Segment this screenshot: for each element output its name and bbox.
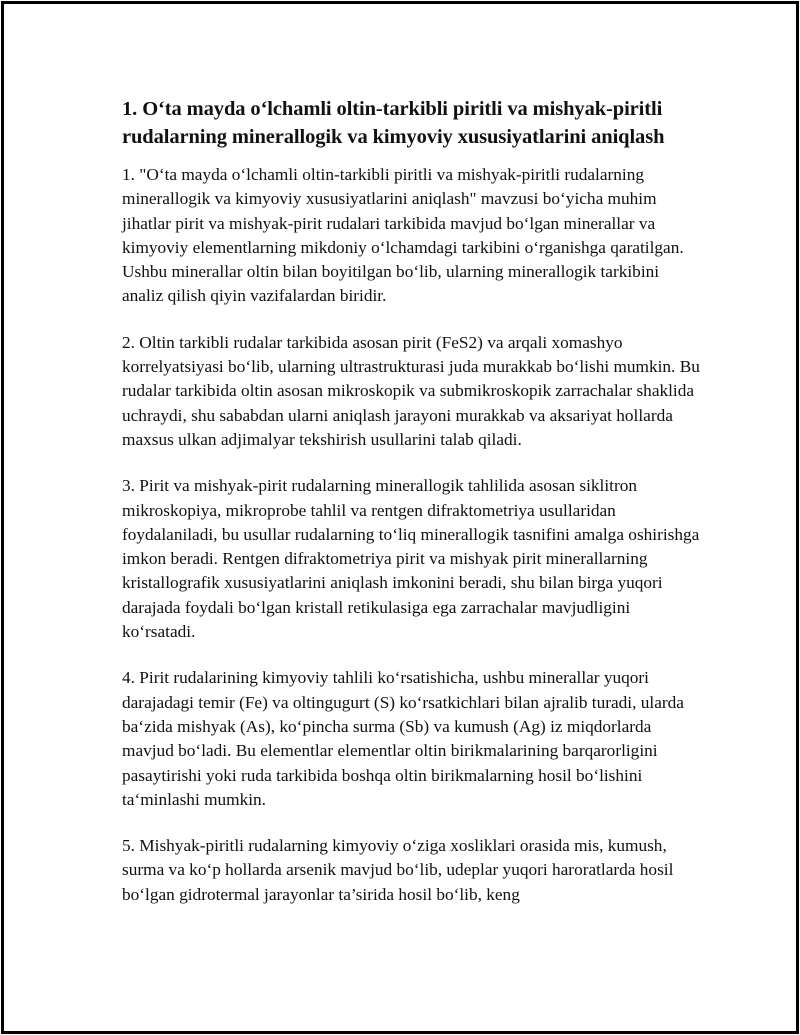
paragraph-2: 2. Oltin tarkibli rudalar tarkibida asosan pirit (FeS2) va arqali xomashyo korrelyatsiyasi bo‘lib, ularning ultrastrukturasi juda murakkab bo‘lishi mumkin. Bu rudalar tarkibida oltin asosan mikroskopik va submikroskopik zarrachalar shaklida uchraydi, shu sababdan ularni aniqlash jarayoni murakkab va aksariyat hollarda maxsus ulkan adjimalyar tekshirish usullarini talab qiladi. bbox=[122, 332, 700, 449]
paragraph-4: 4. Pirit rudalarining kimyoviy tahlili ko‘rsatishicha, ushbu minerallar yuqori darajadagi temir (Fe) va oltingugurt (S) ko‘rsatkichlari bilan ajralib turadi, ularda ba‘zida mishyak (As), ko‘pincha surma (Sb) va kumush (Ag) iz miqdorlarda mavjud bo‘ladi. Bu elementlar elementlar oltin birikmalarining barqarorligini pasaytirishi yoki ruda tarkibida boshqa oltin birikmalarning hosil bo‘lishini ta‘minlashi mumkin. bbox=[122, 668, 684, 809]
document-title: 1. O‘ta mayda o‘lchamli oltin-tarkibli piritli va mishyak-piritli rudalarning minerallogik va kimyoviy xususiyatlarini aniqlash bbox=[122, 98, 665, 148]
document-page bbox=[122, 95, 702, 907]
paragraph-5: 5. Mishyak-piritli rudalarning kimyoviy o‘ziga xosliklari orasida mis, kumush, surma va ko‘p hollarda arsenik mavjud bo‘lib, udeplar yuqori haroratlarda hosil bo‘lgan gidrotermal jarayonlar ta’sirida hosil bo‘lib, keng bbox=[122, 836, 674, 904]
page-border bbox=[1, 1, 799, 1034]
paragraph-3: 3. Pirit va mishyak-pirit rudalarning minerallogik tahlilida asosan siklitron mikroskopiya, mikroprobe tahlil va rentgen difraktometriya usullaridan foydalaniladi, bu usullar rudalarning to‘liq minerallogik tasnifini amalga oshirishga imkon beradi. Rentgen difraktometriya pirit va mishyak pirit minerallarning kristallografik xususiyatlarini aniqlash imkonini beradi, shu bilan birga yuqori darajada foydali bo‘lgan kristall retikulasiga ega zarrachalar mavjudligini ko‘rsatadi. bbox=[122, 476, 700, 642]
paragraph-1: 1. "O‘ta mayda o‘lchamli oltin-tarkibli piritli va mishyak-piritli rudalarning minerallogik va kimyoviy xususiyatlarini aniqlash" mavzusi bo‘yicha muhim jihatlar pirit va mishyak-pirit rudalari tarkibida mavjud bo‘lgan minerallar va kimyoviy elementlarning mikdoniy o‘lchamdagi tarkibini o‘rganishga qaratilgan. Ushbu minerallar oltin bilan boyitilgan bo‘lib, ularning minerallogik tarkibini analiz qilish qiyin vazifalardan biridir. bbox=[122, 165, 684, 306]
